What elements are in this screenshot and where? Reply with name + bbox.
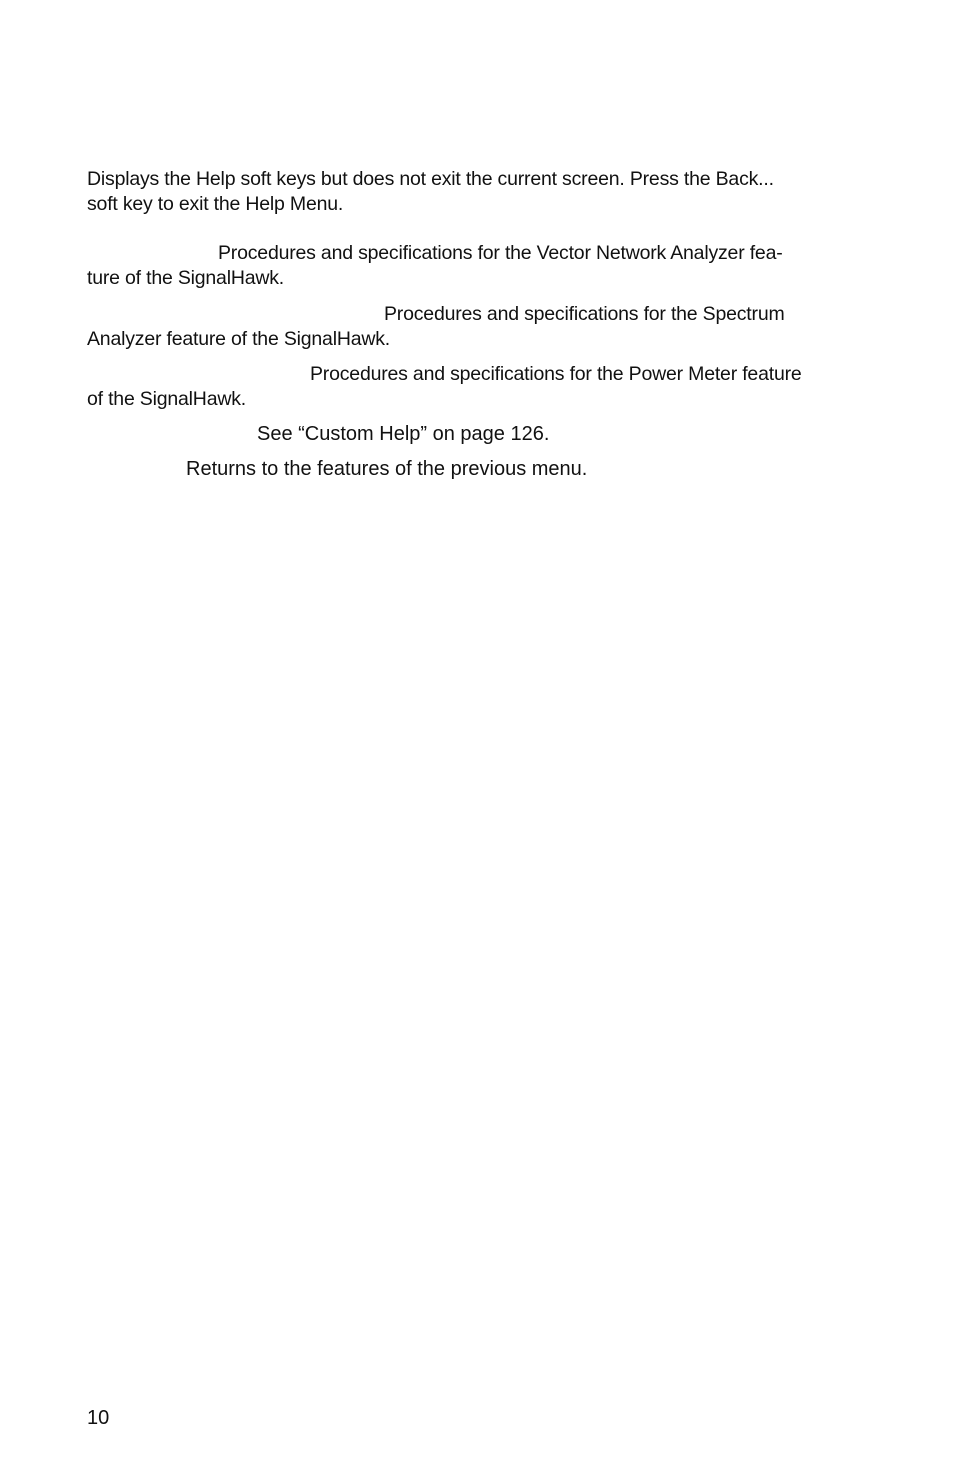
help-item-back: Returns to the features of the previous menu. <box>186 458 588 480</box>
vna-description-line-1: Procedures and specifications for the Vector Network Analyzer fea- <box>218 242 783 264</box>
pm-description-line-1: Procedures and specifications for the Power Meter feature <box>310 363 802 385</box>
help-item-spectrum-analyzer <box>87 302 867 352</box>
pm-description-line-2: of the SignalHawk. <box>87 388 246 410</box>
vna-description-line-2: ture of the SignalHawk. <box>87 267 285 289</box>
page-number: 10 <box>87 1407 110 1429</box>
help-item-power-meter <box>87 362 867 412</box>
sa-description-line-1: Procedures and specifications for the Spectrum <box>384 303 785 325</box>
help-item-custom-help: See “Custom Help” on page 126. <box>257 423 550 445</box>
help-intro-line-2: soft key to exit the Help Menu. <box>87 193 344 215</box>
help-intro-paragraph <box>87 167 867 217</box>
help-item-vector-network-analyzer <box>87 241 867 291</box>
sa-description-line-2: Analyzer feature of the SignalHawk. <box>87 328 391 350</box>
help-intro-line-1: Displays the Help soft keys but does not exit the current screen. Press the Back... <box>87 168 774 190</box>
